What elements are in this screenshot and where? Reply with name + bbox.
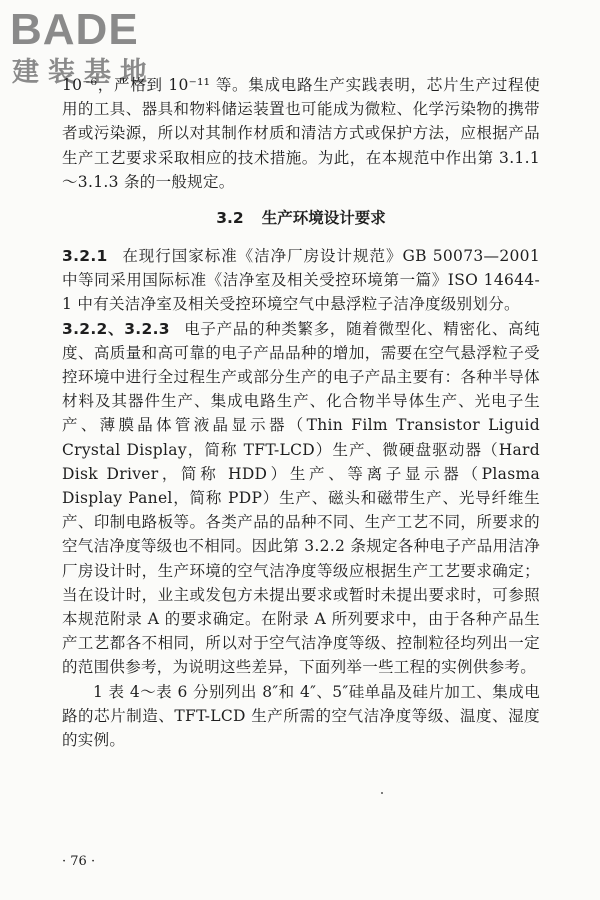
continued-paragraph: 10⁻⁶，严格到 10⁻¹¹ 等。集成电路生产实践表明，芯片生产过程使用的工具、器具和物料储运装置也可能成为微粒、化学污染物的携带者或污染源，所以对其制作材质和清洁方式或保护方法，应根据产品生产工艺要求采取相应的技术措施。为此，在本规范中作出第 3.1.1～3.1.3 条的一般规定。 (62, 76, 540, 191)
section-heading (62, 206, 540, 230)
clause-number: 3.2.2、3.2.3 (62, 319, 170, 338)
list-item-1: 1 表 4～表 6 分别列出 8″和 4″、5″硅单晶及硅片加工、集成电路的芯片制造、TFT-LCD 生产所需的空气洁净度等级、温度、湿度的实例。 (62, 682, 540, 750)
section-number: 3.2 (216, 209, 244, 228)
speck (381, 792, 383, 794)
clause-3-2-2 (62, 317, 540, 680)
clause-text: 电子产品的种类繁多，随着微型化、精密化、高纯度、高质量和高可靠的电子产品品种的增加，需要在空气悬浮粒子受控环境中进行全过程生产或部分生产的电子产品主要有：各种半导体材料及其器件生产、集成电路生产、化合物半导体生产、光电子生产、薄膜晶体管液晶显示器（Thin Film Transistor Liguid Crystal Display，简称 TFT-LCD）生产、微硬盘驱动器（Hard Disk Driver，简称 HDD）生产、等离子显示器（Plasma Display Panel，简称 PDP）生产、磁头和磁带生产、光导纤维生产、印制电路板等。各类产品的品种不同、生产工艺不同，所要求的空气洁净度等级也不相同。因此第 3.2.2 条规定各种电子产品用洁净厂房设计时，生产环境的空气洁净度等级应根据生产工艺要求确定；当在设计时，业主或发包方未提出要求或暂时未提出要求时，可参照本规范附录 A 的要求确定。在附录 A 所列要求中，由于各种产品生产工艺都各不相同，所以对于空气洁净度等级、控制粒径均列出一定的范围供参考，为说明这些差异，下面列举一些工程的实例供参考。 (62, 319, 540, 677)
page-number: · 76 · (62, 854, 96, 869)
logo-subtitle: 建装基地 (12, 57, 156, 88)
clause-text: 在现行国家标准《洁净厂房设计规范》GB 50073—2001 中等同采用国际标准《洁净室及相关受控环境第一篇》ISO 14644-1 中有关洁净室及相关受控环境空气中悬浮粒子洁净度级别划分。 (62, 247, 540, 314)
page-body (62, 73, 540, 752)
section-title: 生产环境设计要求 (261, 209, 386, 228)
logo-wordmark: BADE (10, 5, 139, 54)
clause-3-2-1 (62, 244, 540, 317)
clause-number: 3.2.1 (62, 247, 108, 266)
